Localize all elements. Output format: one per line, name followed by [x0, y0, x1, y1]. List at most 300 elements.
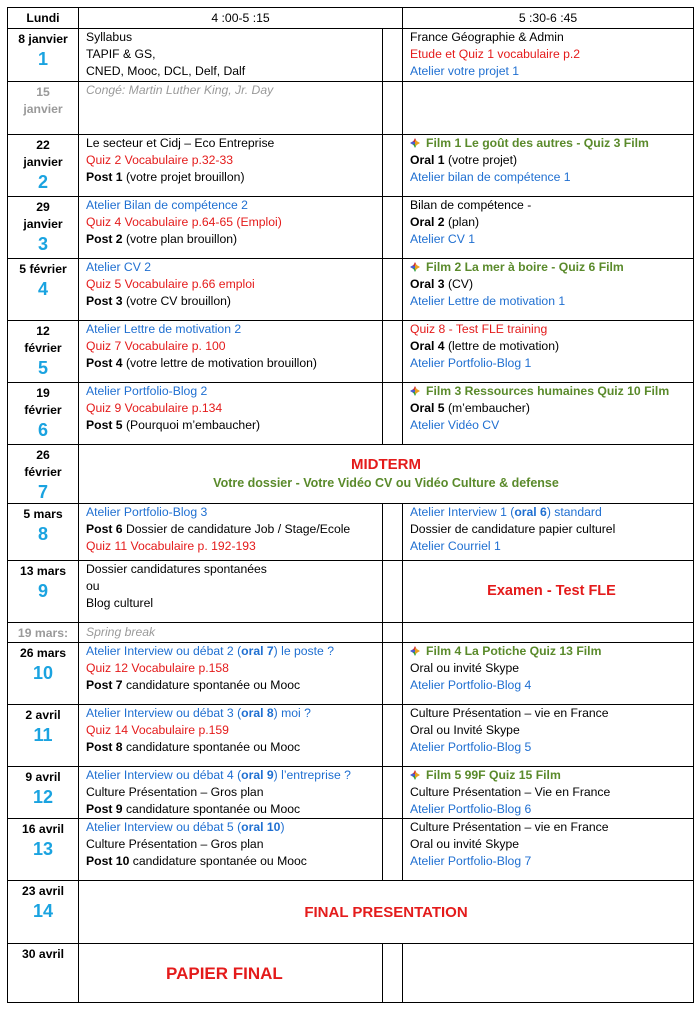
week-date-cell	[8, 623, 79, 643]
slot1-cell	[79, 705, 383, 767]
gap-cell	[383, 135, 403, 197]
line-text: candidature spontanée ou Mooc	[122, 740, 301, 754]
line-text: Dossier de candidature Job / Stage/Ecole	[122, 522, 351, 536]
line-text: Quiz 8 - Test FLE training	[410, 322, 548, 336]
line-text: Culture Présentation – Gros plan	[86, 837, 264, 851]
header-slot1: 4 :00-5 :15	[79, 8, 403, 29]
week-date: 15	[36, 85, 50, 99]
midterm-cell	[79, 445, 694, 504]
gap-cell	[383, 321, 403, 383]
slot2-line	[410, 853, 693, 870]
slot1-line	[86, 63, 382, 80]
slot2-line	[410, 152, 693, 169]
slot1-cell	[79, 197, 383, 259]
gap-cell	[383, 29, 403, 82]
slot2-cell	[403, 259, 694, 321]
week-number: 6	[37, 420, 48, 440]
gap-cell	[383, 383, 403, 445]
slot1-line	[86, 276, 382, 293]
week-row	[8, 767, 694, 819]
slot2-cell	[403, 819, 694, 881]
slot2-line	[410, 784, 693, 801]
gap-cell	[383, 82, 403, 135]
slot1-line	[86, 836, 382, 853]
week-date-cell	[8, 767, 79, 819]
slot1-cell	[79, 944, 383, 1003]
slot1-line	[86, 46, 382, 63]
slot2-line	[410, 321, 693, 338]
line-text: Culture Présentation – Vie en France	[410, 785, 611, 799]
week-number: 1	[37, 49, 48, 69]
schedule-body	[8, 29, 694, 1003]
slot2-cell	[403, 29, 694, 82]
week-row	[8, 561, 694, 623]
line-text: Atelier Portfolio-Blog 7	[410, 854, 532, 868]
slot1-line	[86, 561, 382, 578]
line-text: Film 5 99F Quiz 15 Film	[426, 768, 561, 782]
slot1-line	[86, 259, 382, 276]
slot1-line	[86, 169, 382, 186]
slot1-cell	[79, 643, 383, 705]
oral-label: oral 9	[241, 768, 274, 782]
slot1-line	[86, 135, 382, 152]
line-text-tail: ) standard	[546, 505, 602, 519]
slot1-line	[86, 705, 382, 722]
slot2-cell	[403, 504, 694, 561]
line-text: Quiz 5 Vocabulaire p.66 emploi	[86, 277, 255, 291]
week-date: 5 mars	[23, 507, 63, 521]
line-text: (votre projet brouillon)	[122, 170, 245, 184]
slot2-line	[410, 63, 693, 80]
film-reel-icon	[410, 138, 420, 148]
line-text: Culture Présentation – vie en France	[410, 706, 609, 720]
line-text: Oral ou invité Skype	[410, 661, 520, 675]
line-text: Oral ou invité Skype	[410, 837, 520, 851]
week-date: 26 mars	[19, 646, 67, 660]
week-date: 5 février	[19, 262, 67, 276]
exam-title: Examen - Test FLE	[487, 583, 616, 599]
week-date-cell	[8, 135, 79, 197]
bold-label: Post 8	[86, 740, 123, 754]
line-text: Atelier Portfolio-Blog 1	[410, 356, 532, 370]
slot2-cell	[403, 321, 694, 383]
week-number: 9	[37, 581, 48, 601]
week-date-cell	[8, 82, 79, 135]
slot1-line	[86, 82, 382, 99]
slot1-line	[86, 538, 382, 555]
final-presentation-title: FINAL PRESENTATION	[304, 903, 468, 921]
slot1-line	[86, 338, 382, 355]
week-date-cell	[8, 29, 79, 82]
gap-cell	[383, 819, 403, 881]
week-date-cell	[8, 705, 79, 767]
slot2-cell	[403, 705, 694, 767]
bold-label: Post 7	[86, 678, 123, 692]
line-text: Atelier Interview ou débat 4 (	[86, 768, 242, 782]
gap-cell	[383, 767, 403, 819]
gap-cell	[383, 705, 403, 767]
slot1-cell	[79, 135, 383, 197]
week-number: 11	[33, 725, 53, 745]
header-slot2: 5 :30-6 :45	[403, 8, 694, 29]
bold-label: Post 4	[86, 356, 123, 370]
week-date: 23 avril	[21, 884, 64, 898]
week-row	[8, 643, 694, 705]
slot2-cell	[403, 561, 694, 623]
bold-label: Oral 1	[410, 153, 445, 167]
slot1-line	[86, 595, 382, 612]
line-text: Le secteur et Cidj – Eco Entreprise	[86, 136, 275, 150]
line-text: Quiz 12 Vocabulaire p.158	[86, 661, 229, 675]
line-text: candidature spontanée ou Mooc	[122, 678, 301, 692]
slot2-line	[410, 504, 693, 521]
line-text: Film 4 La Potiche Quiz 13 Film	[426, 644, 602, 658]
slot2-line	[410, 169, 693, 186]
slot1-line	[86, 801, 382, 818]
header-row	[8, 8, 694, 29]
line-text: Atelier Portfolio-Blog 3	[86, 505, 208, 519]
week-row	[8, 623, 694, 643]
week-row	[8, 29, 694, 82]
week-date: février	[24, 465, 62, 479]
week-date: 16 avril	[21, 822, 64, 836]
week-number: 8	[37, 524, 48, 544]
line-text: Spring break	[86, 625, 156, 639]
slot2-line	[410, 197, 693, 214]
gap-cell	[383, 504, 403, 561]
oral-label: oral 10	[241, 820, 281, 834]
week-number: 7	[37, 482, 48, 502]
slot2-line	[410, 214, 693, 231]
line-text: Atelier Bilan de compétence 2	[86, 198, 248, 212]
bold-label: Oral 2	[410, 215, 445, 229]
line-text-tail: ) moi ?	[273, 706, 311, 720]
slot2-cell	[403, 623, 694, 643]
bold-label: Post 10	[86, 854, 130, 868]
week-date: 8 janvier	[18, 32, 68, 46]
week-date-cell	[8, 504, 79, 561]
line-text: Atelier Lettre de motivation 1	[410, 294, 566, 308]
line-text: TAPIF & GS,	[86, 47, 156, 61]
gap-cell	[383, 197, 403, 259]
week-date: 2 avril	[25, 708, 61, 722]
slot2-cell	[403, 643, 694, 705]
week-date: janvier	[23, 102, 63, 116]
final-presentation-cell	[79, 881, 694, 944]
week-date: février	[24, 341, 62, 355]
slot1-line	[86, 152, 382, 169]
slot2-line	[410, 705, 693, 722]
week-number: 10	[32, 663, 54, 683]
slot2-cell	[403, 944, 694, 1003]
gap-cell	[383, 944, 403, 1003]
week-date-cell	[8, 944, 79, 1003]
line-text: France Géographie & Admin	[410, 30, 564, 44]
header-day: Lundi	[8, 8, 79, 29]
slot1-line	[86, 504, 382, 521]
week-row	[8, 383, 694, 445]
line-text: Atelier Portfolio-Blog 6	[410, 802, 532, 816]
week-date: 26	[36, 448, 50, 462]
line-text: Blog culturel	[86, 596, 154, 610]
slot1-line	[86, 739, 382, 756]
week-row	[8, 881, 694, 944]
line-text: Atelier Lettre de motivation 2	[86, 322, 242, 336]
week-row	[8, 259, 694, 321]
line-text: Atelier Portfolio-Blog 4	[410, 678, 532, 692]
week-number: 12	[32, 787, 54, 807]
slot2-cell	[403, 135, 694, 197]
slot2-line	[410, 29, 693, 46]
week-date: 9 avril	[25, 770, 61, 784]
slot1-line	[86, 643, 382, 660]
schedule-table	[7, 7, 694, 1003]
week-number: 3	[37, 234, 48, 254]
line-text: (votre CV brouillon)	[122, 294, 231, 308]
line-text: (lettre de motivation)	[444, 339, 560, 353]
slot2-line	[410, 819, 693, 836]
line-text: ou	[86, 579, 100, 593]
week-date: 22	[36, 138, 50, 152]
slot2-cell	[403, 197, 694, 259]
line-text: candidature spontanée ou Mooc	[122, 802, 301, 816]
line-text: (CV)	[444, 277, 473, 291]
slot1-line	[86, 660, 382, 677]
week-date-cell	[8, 643, 79, 705]
slot1-line	[86, 521, 382, 538]
film-reel-icon	[410, 386, 420, 396]
slot2-line	[410, 293, 693, 310]
slot2-line	[410, 660, 693, 677]
week-date: 13 mars	[19, 564, 67, 578]
bold-label: Oral 3	[410, 277, 445, 291]
slot1-cell	[79, 29, 383, 82]
line-text: Bilan de compétence -	[410, 198, 532, 212]
line-text: Atelier Portfolio-Blog 5	[410, 740, 532, 754]
oral-label: oral 8	[241, 706, 274, 720]
line-text: Film 3 Ressources humaines Quiz 10 Film	[426, 384, 670, 398]
slot2-line	[410, 417, 693, 434]
bold-label: Oral 4	[410, 339, 445, 353]
week-date: 19 mars:	[17, 626, 69, 640]
week-date-cell	[8, 881, 79, 944]
film-reel-icon	[410, 262, 420, 272]
line-text: Quiz 2 Vocabulaire p.32-33	[86, 153, 234, 167]
slot1-line	[86, 722, 382, 739]
gap-cell	[383, 259, 403, 321]
slot2-line	[410, 259, 693, 276]
week-row	[8, 82, 694, 135]
line-text: Etude et Quiz 1 vocabulaire p.2	[410, 47, 581, 61]
slot1-line	[86, 767, 382, 784]
line-text: Atelier Courriel 1	[410, 539, 501, 553]
line-text: Atelier Interview 1 (	[410, 505, 515, 519]
week-date-cell	[8, 321, 79, 383]
slot1-cell	[79, 561, 383, 623]
slot1-line	[86, 853, 382, 870]
week-date: 30 avril	[21, 947, 64, 961]
week-date: janvier	[23, 155, 63, 169]
slot2-line	[410, 836, 693, 853]
slot1-line	[86, 293, 382, 310]
week-date-cell	[8, 819, 79, 881]
line-text: (Pourquoi m’embaucher)	[122, 418, 261, 432]
line-text: CNED, Mooc, DCL, Delf, Dalf	[86, 64, 246, 78]
slot2-line	[410, 46, 693, 63]
week-row	[8, 944, 694, 1003]
week-row	[8, 321, 694, 383]
line-text: Atelier Interview ou débat 3 (	[86, 706, 242, 720]
line-text: (plan)	[444, 215, 480, 229]
bold-label: Oral 5	[410, 401, 445, 415]
film-reel-icon	[410, 770, 420, 780]
film-reel-icon	[410, 646, 420, 656]
line-text: Quiz 9 Vocabulaire p.134	[86, 401, 223, 415]
line-text: (votre lettre de motivation brouillon)	[122, 356, 317, 370]
oral-label: oral 7	[241, 644, 274, 658]
midterm-subtitle: Votre dossier - Votre Vidéo CV ou Vidéo Culture & defense	[213, 476, 559, 490]
line-text-tail: ) l’entreprise ?	[273, 768, 351, 782]
line-text-tail: ) le poste ?	[273, 644, 334, 658]
slot2-line	[410, 538, 693, 555]
week-date-cell	[8, 383, 79, 445]
week-number: 5	[37, 358, 48, 378]
slot1-line	[86, 400, 382, 417]
slot2-line	[410, 355, 693, 372]
line-text: Culture Présentation – vie en France	[410, 820, 609, 834]
line-text: Dossier candidatures spontanées	[86, 562, 267, 576]
line-text: Culture Présentation – Gros plan	[86, 785, 264, 799]
slot1-line	[86, 383, 382, 400]
week-number: 2	[37, 172, 48, 192]
slot1-line	[86, 197, 382, 214]
gap-cell	[383, 623, 403, 643]
week-row	[8, 445, 694, 504]
week-row	[8, 819, 694, 881]
bold-label: Post 6	[86, 522, 123, 536]
gap-cell	[383, 643, 403, 705]
slot1-line	[86, 214, 382, 231]
line-text: Quiz 14 Vocabulaire p.159	[86, 723, 229, 737]
slot1-cell	[79, 504, 383, 561]
bold-label: Post 1	[86, 170, 123, 184]
line-text: Atelier Vidéo CV	[410, 418, 500, 432]
week-date: 29	[36, 200, 50, 214]
line-text: Syllabus	[86, 30, 133, 44]
week-row	[8, 135, 694, 197]
line-text: Atelier Interview ou débat 2 (	[86, 644, 242, 658]
line-text: Film 2 La mer à boire - Quiz 6 Film	[426, 260, 624, 274]
week-row	[8, 504, 694, 561]
slot1-line	[86, 321, 382, 338]
line-text: Atelier CV 2	[86, 260, 152, 274]
slot2-cell	[403, 767, 694, 819]
week-date-cell	[8, 561, 79, 623]
slot2-line	[410, 135, 693, 152]
bold-label: Post 3	[86, 294, 123, 308]
slot2-line	[410, 231, 693, 248]
line-text-tail: )	[280, 820, 285, 834]
slot1-line	[86, 29, 382, 46]
slot2-line	[410, 643, 693, 660]
slot1-line	[86, 231, 382, 248]
line-text: Atelier Portfolio-Blog 2	[86, 384, 208, 398]
line-text: Quiz 4 Vocabulaire p.64-65 (Emploi)	[86, 215, 282, 229]
slot2-line	[410, 521, 693, 538]
slot2-line	[410, 739, 693, 756]
line-text: (votre projet)	[444, 153, 518, 167]
bold-label: Post 2	[86, 232, 123, 246]
slot1-cell	[79, 819, 383, 881]
week-date: février	[24, 403, 62, 417]
slot2-cell	[403, 383, 694, 445]
slot2-line	[410, 338, 693, 355]
slot1-cell	[79, 259, 383, 321]
week-date: janvier	[23, 217, 63, 231]
week-number: 13	[32, 839, 54, 859]
slot2-line	[410, 722, 693, 739]
slot2-cell	[403, 82, 694, 135]
bold-label: Post 5	[86, 418, 123, 432]
slot2-line	[410, 767, 693, 784]
final-paper-title: PAPIER FINAL	[166, 963, 283, 983]
week-date-cell	[8, 445, 79, 504]
slot1-cell	[79, 321, 383, 383]
slot1-line	[86, 784, 382, 801]
line-text: Atelier votre projet 1	[410, 64, 520, 78]
slot1-cell	[79, 767, 383, 819]
slot1-line	[86, 623, 382, 641]
week-number: 4	[37, 279, 48, 299]
line-text: Atelier bilan de compétence 1	[410, 170, 571, 184]
line-text: Quiz 7 Vocabulaire p. 100	[86, 339, 226, 353]
line-text: Atelier CV 1	[410, 232, 476, 246]
line-text: Dossier de candidature papier culturel	[410, 522, 616, 536]
line-text: (m’embaucher)	[444, 401, 530, 415]
slot2-line	[410, 276, 693, 293]
bold-label: Post 9	[86, 802, 123, 816]
slot1-line	[86, 677, 382, 694]
week-row	[8, 705, 694, 767]
slot1-cell	[79, 623, 383, 643]
line-text: Quiz 11 Vocabulaire p. 192-193	[86, 539, 256, 553]
slot1-cell	[79, 82, 383, 135]
line-text: Atelier Interview ou débat 5 (	[86, 820, 242, 834]
slot2-line	[410, 801, 693, 818]
line-text: Film 1 Le goût des autres - Quiz 3 Film	[426, 136, 649, 150]
week-date: 12	[36, 324, 50, 338]
week-date: 19	[36, 386, 50, 400]
slot1-line	[86, 819, 382, 836]
slot1-line	[86, 417, 382, 434]
gap-cell	[383, 561, 403, 623]
line-text: Oral ou Invité Skype	[410, 723, 520, 737]
slot1-cell	[79, 383, 383, 445]
week-date-cell	[8, 197, 79, 259]
slot1-line	[86, 355, 382, 372]
midterm-title: MIDTERM	[351, 456, 421, 473]
oral-label: oral 6	[514, 505, 547, 519]
slot1-line	[86, 578, 382, 595]
line-text: (votre plan brouillon)	[122, 232, 238, 246]
week-date-cell	[8, 259, 79, 321]
slot2-line	[410, 677, 693, 694]
line-text: Congé: Martin Luther King, Jr. Day	[86, 83, 274, 97]
slot2-line	[410, 400, 693, 417]
week-number: 14	[32, 901, 54, 921]
week-row	[8, 197, 694, 259]
line-text: candidature spontanée ou Mooc	[129, 854, 307, 868]
